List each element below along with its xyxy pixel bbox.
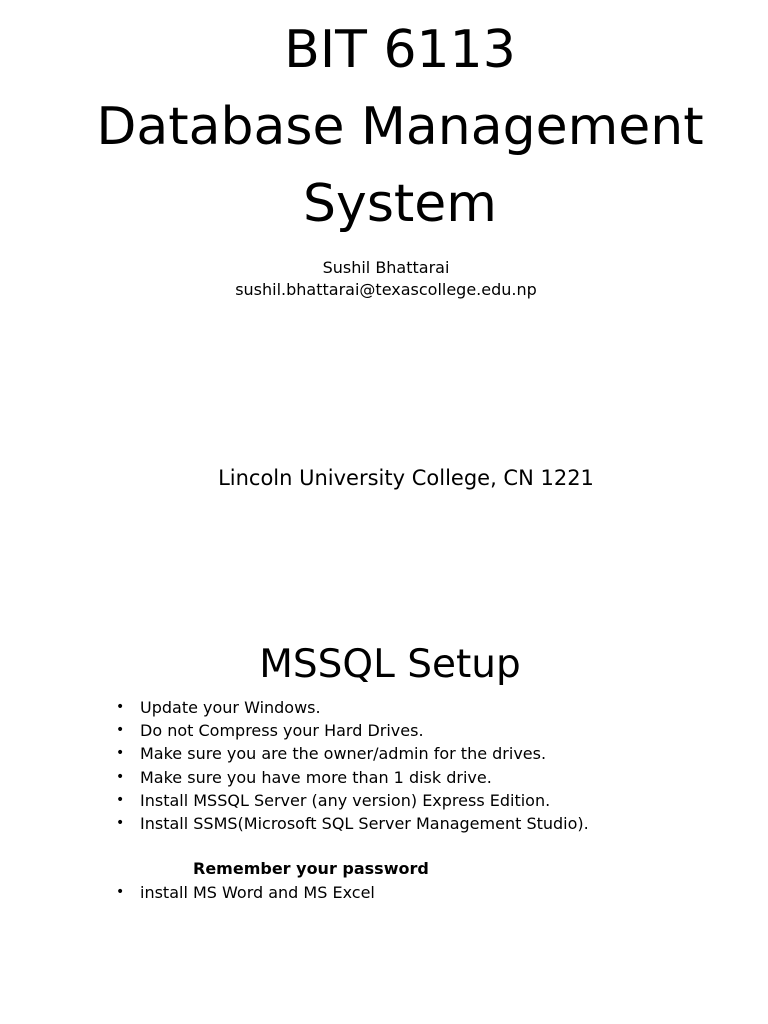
setup-bullet-list	[114, 696, 589, 835]
list-item-text: Update your Windows.	[140, 698, 321, 717]
list-item-text: Install MSSQL Server (any version) Express Edition.	[140, 790, 551, 810]
list-item	[114, 881, 375, 904]
bullet-icon: •	[116, 768, 125, 785]
author-email: sushil.bhattarai@texascollege.edu.np	[235, 280, 537, 299]
author-name: Sushil Bhattarai	[322, 258, 450, 277]
list-item	[114, 812, 589, 835]
bullet-icon: •	[116, 745, 125, 762]
author-block	[0, 257, 768, 301]
list-item	[114, 719, 589, 742]
bullet-icon: •	[116, 791, 125, 808]
list-item	[114, 789, 589, 812]
institution-name: Lincoln University College, CN 1221	[218, 466, 594, 490]
bullet-icon: •	[116, 699, 125, 715]
list-item	[114, 696, 589, 719]
setup-slide	[0, 512, 768, 1024]
list-item-text: Make sure you are the owner/admin for the drives.	[140, 744, 547, 764]
setup-title: MSSQL Setup	[259, 642, 521, 687]
bullet-icon: •	[116, 722, 125, 739]
slide-title	[40, 12, 760, 243]
title-line: Database Management	[96, 97, 704, 157]
extra-bullet-list	[114, 881, 375, 904]
list-item-text: Install SSMS(Microsoft SQL Server Management Studio).	[140, 814, 589, 834]
bullet-icon: •	[116, 884, 125, 900]
list-item-text: install MS Word and MS Excel	[140, 883, 375, 902]
title-line: System	[303, 174, 497, 234]
list-item	[114, 766, 589, 789]
title-line: BIT 6113	[284, 20, 516, 80]
bullet-icon: •	[116, 815, 125, 832]
list-item-text: Make sure you have more than 1 disk drive.	[140, 767, 492, 787]
password-note: Remember your password	[193, 859, 429, 878]
list-item-text: Do not Compress your Hard Drives.	[140, 721, 424, 741]
list-item	[114, 742, 589, 765]
